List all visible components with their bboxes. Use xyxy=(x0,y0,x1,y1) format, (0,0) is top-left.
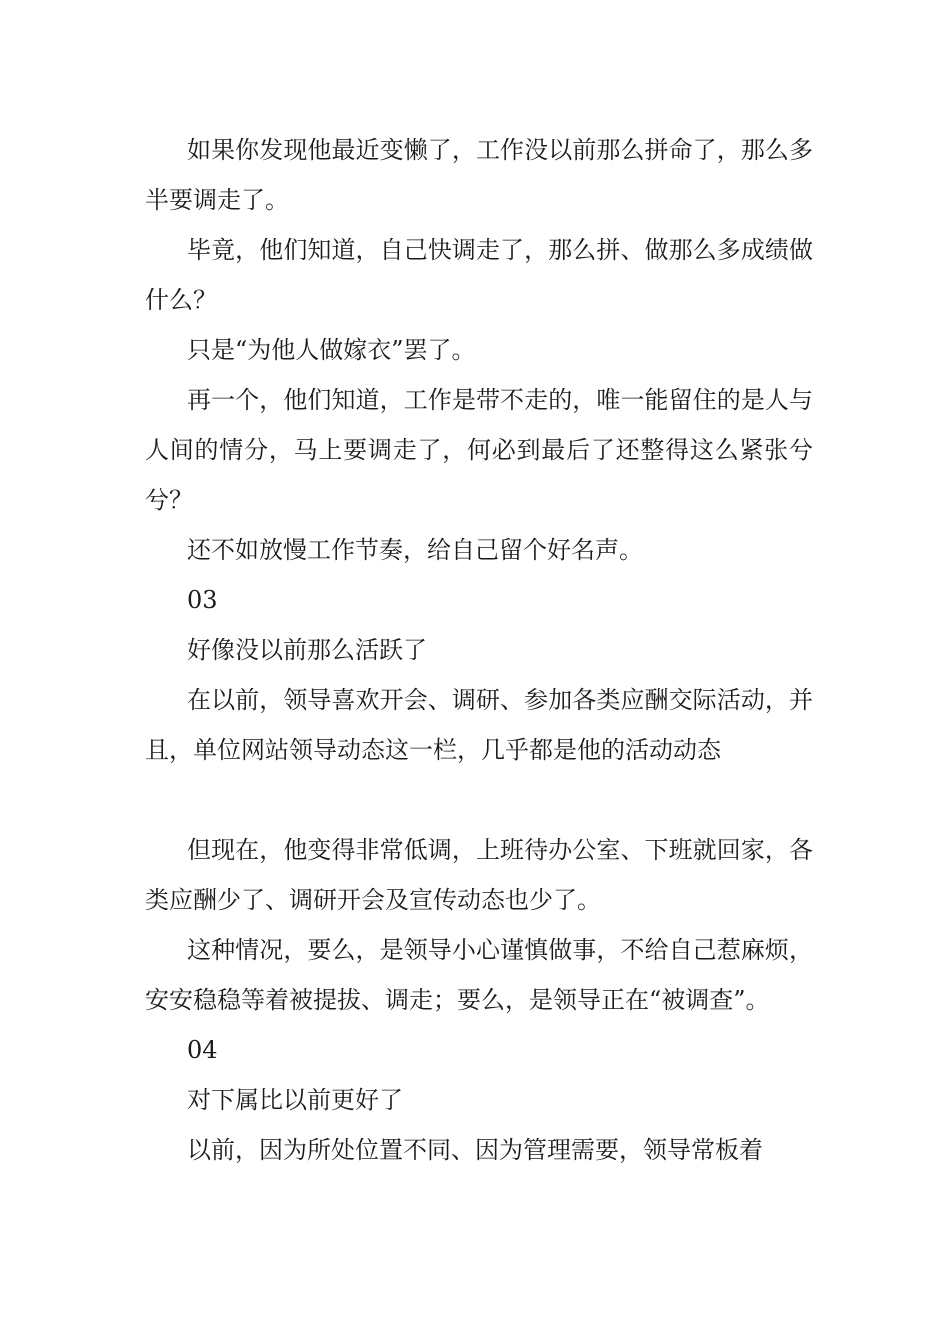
paragraph-after-all: 毕竟，他们知道，自己快调走了，那么拼、做那么多成绩做什么？ xyxy=(145,236,813,314)
paragraph-gap xyxy=(145,775,813,825)
section-title-kinder-to-subordinates: 对下属比以前更好了 xyxy=(187,1086,403,1114)
document-body xyxy=(145,125,813,1175)
section-title-less-active: 好像没以前那么活跃了 xyxy=(187,636,427,664)
paragraph-slow-down: 还不如放慢工作节奏，给自己留个好名声。 xyxy=(187,536,643,564)
paragraph-previously-active: 在以前，领导喜欢开会、调研、参加各类应酬交际活动，并且，单位网站领导动态这一栏，几乎都是他的活动动态 xyxy=(145,686,813,764)
paragraph-either-or: 这种情况，要么，是领导小心谨慎做事，不给自己惹麻烦，安安稳稳等着被提拔、调走；要么，是领导正在“被调查”。 xyxy=(145,936,813,1014)
paragraph-previously-stern: 以前，因为所处位置不同、因为管理需要，领导常板着 xyxy=(187,1136,763,1164)
paragraph-wedding-clothes: 只是“为他人做嫁衣”罢了。 xyxy=(187,336,476,364)
paragraph-lazy-work: 如果你发现他最近变懒了，工作没以前那么拼命了，那么多半要调走了。 xyxy=(145,136,813,214)
paragraph-relationships: 再一个，他们知道，工作是带不走的，唯一能留住的是人与人间的情分，马上要调走了，何必到最后了还整得这么紧张兮兮？ xyxy=(145,386,813,514)
paragraph-now-low-key: 但现在，他变得非常低调，上班待办公室、下班就回家，各类应酬少了、调研开会及宣传动态也少了。 xyxy=(145,836,813,914)
section-number-03: 03 xyxy=(187,586,218,614)
section-number-04: 04 xyxy=(187,1036,218,1064)
